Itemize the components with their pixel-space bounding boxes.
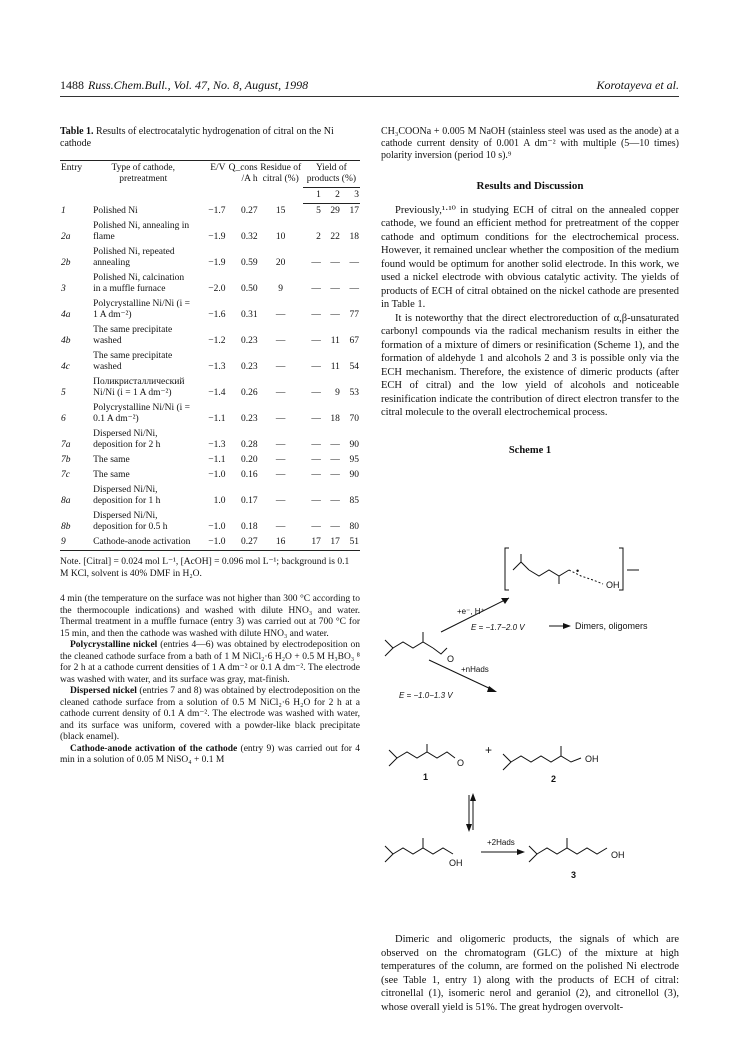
table-row [60,535,360,551]
cell-yield-3: 53 [349,388,359,398]
cell-q: 0.31 [240,310,258,320]
cell-type: Dispersed Ni/Ni, deposition for 2 h [93,429,161,450]
cell-type: Polycrystalline Ni/Ni (i = 0.1 A dm⁻²) [93,403,191,424]
cell-residue: — [275,310,286,320]
cell-yield-2: 18 [330,414,340,424]
cell-residue: — [275,414,286,424]
cell-yield-1: — [311,440,321,450]
citral-structure [385,632,454,664]
cell-yield-1: — [311,470,321,480]
cell-type: Dispersed Ni/Ni, deposition for 1 h [93,485,161,506]
cell-q: 0.18 [240,522,258,532]
cell-type: Polished Ni, annealing in flame [93,221,190,242]
cell-yield-2: 29 [330,206,340,216]
cell-e: −1.9 [208,258,226,268]
table-row [60,427,360,453]
cell-type: Поликристаллический Ni/Ni (i = 1 A dm⁻²) [93,377,185,398]
methods-text [60,594,360,767]
arrow1-potential: E = −1.7−2.0 V [471,623,525,632]
cell-type: Polycrystalline Ni/Ni (i = 1 A dm⁻²) [93,299,191,320]
continued-paragraph: CH₃COONa + 0.005 M NaOH (stainless steel was used as the anode) at a cathode current density of 0.001 A dm⁻² with multiple (5—10 times) polarity inversion (period 10 s).⁹ [381,126,679,161]
page-number: 1488 [60,78,84,92]
cell-type: The same precipitate washed [93,351,173,372]
arrow3-label: +2Hads [487,838,515,847]
cell-q: 0.23 [240,414,258,424]
cell-yield-3: 17 [349,206,359,216]
journal-citation: Russ.Chem.Bull., Vol. 47, No. 8, August, 1998 [88,78,309,92]
cell-e: 1.0 [213,496,226,506]
cell-q: 0.23 [240,336,258,346]
cell-yield-2: — [330,284,340,294]
cell-e: −1.9 [208,232,226,242]
cell-yield-2: — [330,455,340,465]
cell-type: Polished Ni, repeated annealing [93,247,175,268]
cell-e: −1.3 [208,362,226,372]
cell-yield-3: 77 [349,310,359,320]
cell-yield-3: 18 [349,232,359,242]
cell-e: −1.1 [208,414,226,424]
table-row [60,468,360,483]
cell-yield-3: 90 [349,440,359,450]
cell-yield-2: — [330,470,340,480]
cell-type: The same [93,455,130,465]
radical-dot: • [576,566,580,576]
cell-yield-1: — [311,310,321,320]
oh-label: OH [611,850,625,860]
table-label: Table 1. [60,126,94,137]
cell-entry: 7c [61,470,70,480]
cell-type: The same precipitate washed [93,325,173,346]
cell-entry: 2a [61,232,71,242]
geraniol-structure [503,746,599,784]
table-row [60,271,360,297]
cell-residue: 16 [259,535,303,551]
cell-q: 0.26 [240,388,258,398]
col-type: Type of cathode, pretreatment [92,161,194,204]
cell-yield-1: 2 [316,232,321,242]
cell-yield-1: 17 [303,535,322,551]
cell-residue: — [275,388,286,398]
cell-yield-2: — [330,440,340,450]
col-yield-3: 3 [341,188,360,204]
cell-e: −2.0 [208,284,226,294]
cell-yield-2: 17 [322,535,341,551]
cell-residue: — [275,336,286,346]
cell-type: Polished Ni [93,206,138,216]
cell-yield-2: 11 [330,362,340,372]
cell-yield-2: — [330,522,340,532]
o-label: O [447,654,455,664]
table-row [60,453,360,468]
methods-paragraph: Dispersed nickel (entries 7 and 8) was obtained by electrodeposition on the cleaned cathode surface from a solution of 0.5 M NiCl₂·6 H₂O for 2 h at a cathode current density of 0.1 A dm⁻². The electrode was washed with water, and its surface was uniform, covered with a powder-like black precipitate (black enamel). [60,686,361,742]
arrow1-label: +e⁻, H⁺ [457,607,485,616]
compound-3-number: 3 [571,870,577,880]
cell-residue: — [275,362,286,372]
cell-yield-1: — [311,362,321,372]
table-row [60,323,360,349]
cell-residue: — [275,455,286,465]
cell-entry: 6 [61,414,66,424]
methods-paragraph: Cathode-anode activation of the cathode (entry 9) was carried out for 4 min in a solution of 0.05 M NiSO₄ + 0.1 M [60,743,360,765]
o-label: O [457,758,465,768]
cell-e: −1.0 [208,522,226,532]
arrow2-label: +nHads [461,665,489,674]
col-entry: Entry [60,161,92,204]
cell-yield-2: 11 [330,336,340,346]
cell-q: 0.23 [240,362,258,372]
cell-type: The same [93,470,130,480]
cell-yield-3: — [349,258,359,268]
table-row [60,219,360,245]
cell-yield-2: — [330,310,340,320]
cell-e: −1.1 [208,455,226,465]
methods-paragraph: 4 min (the temperature on the surface was not higher than 300 °C according to the thermocouple indications) and washed with dilute HNO₃ and water. Thermal treatment in a muffle furnace (entry 3) was carried out at 700 °C for 15 min, and then the cathode was washed with dilute HNO₃ and water. [60,594,360,639]
cell-q: 0.59 [240,258,258,268]
cell-e: −1.7 [208,206,226,216]
table-row [60,375,360,401]
col-e: E/V [194,161,226,204]
methods-paragraph: Polycrystalline nickel (entries 4—6) was obtained by electrodeposition on the cleaned cathode surface from a bath of 1 M NiCl₂·6 H₂O + 0.5 M H₃BO₃ ⁸ for 2 h at a cathode current densities of 1 A dm⁻² or 0.1 A dm⁻². The electrode was washed with water, and its surface was gray, mat-finish. [60,640,360,685]
cell-yield-1: — [311,414,321,424]
table-row [60,297,360,323]
arrow2-potential: E = −1.0−1.3 V [399,691,453,700]
citronellal-structure [389,744,464,782]
col-yield-1: 1 [303,188,322,204]
cell-yield-2: 22 [330,232,340,242]
cell-q: 0.17 [240,496,258,506]
cell-yield-1: 5 [316,206,321,216]
cell-type: Dispersed Ni/Ni, deposition for 0.5 h [93,511,168,532]
enol-structure [385,838,463,868]
cell-q: 0.16 [240,470,258,480]
table-row [60,245,360,271]
cell-entry: 7b [61,455,71,465]
cell-residue: 10 [275,232,286,242]
cell-type: Polished Ni, calcination in a muffle furnace [93,273,185,294]
cell-entry: 8b [61,522,71,532]
cell-yield-3: 80 [349,522,359,532]
col-q: Q_cons /A h [227,161,259,204]
cell-e: −1.3 [208,440,226,450]
col-yield-2: 2 [322,188,341,204]
cell-entry: 2b [61,258,71,268]
cell-yield-3: 85 [349,496,359,506]
citronellol-structure [529,838,625,880]
table-row [60,509,360,535]
cell-q: 0.50 [240,284,258,294]
cell-residue: 20 [275,258,286,268]
cell-e: −1.0 [208,470,226,480]
cell-yield-2: 9 [335,388,340,398]
cell-entry: 4b [61,336,71,346]
cell-e: −1.6 [208,310,226,320]
cell-yield-1: — [311,388,321,398]
oh-label: OH [449,858,463,868]
cell-e: −1.0 [194,535,226,551]
running-header [60,76,679,97]
cell-entry: 7a [61,440,71,450]
cell-q: 0.27 [227,535,259,551]
section-heading: Results and Discussion [476,180,584,192]
body-paragraph: Dimeric and oligomeric products, the signals of which are observed on the chromatogram (GLC) of the mixture at high temperatures of the column, are formed on the polished Ni electrode (see Table 1, entry 1) along with the products of ECH of citral: citronellal (1), isomeric nerol and geraniol (2), and citronellol (3), whose overall yield is 51%. The great hydrogen overvolt- [381,934,679,1013]
cell-yield-1: — [311,336,321,346]
cell-yield-1: — [311,284,321,294]
authors: Korotayeva et al. [596,78,679,92]
cell-yield-1: — [311,496,321,506]
scheme-title: Scheme 1 [508,444,552,456]
cell-yield-3: 51 [341,535,360,551]
table-caption [60,126,360,150]
cell-e: −1.4 [208,388,226,398]
cell-yield-1: — [311,258,321,268]
cell-entry: 4a [61,310,71,320]
cell-yield-3: 67 [349,336,359,346]
reaction-scheme [381,540,679,920]
cell-yield-1: — [311,455,321,465]
table-row [60,349,360,375]
cell-yield-3: 90 [349,470,359,480]
col-residue: Residue of citral (%) [259,161,303,204]
right-column [381,126,679,457]
cell-entry: 9 [60,535,92,551]
body-paragraph: It is noteworthy that the direct electroreduction of α,β-unsaturated carbonyl compounds via the radical mechanism results in either the formation of a mixture of dimers or resinification (Scheme 1), and the formation of aldehyde 1 and alcohols 2 and 3 is possible only via the ECH mechanism. Therefore, the existence of dimeric products (after ECH of citral) and the low yield of alcohols and noticeable resinification indicate the contribution of direct electron transfer to the citral molecule to the overall electrochemical process. [381,312,679,418]
cell-residue: — [275,440,286,450]
radical-intermediate [505,548,639,590]
cell-q: 0.28 [240,440,258,450]
cell-type: Cathode-anode activation [92,535,194,551]
results-table [60,160,360,551]
cell-e: −1.2 [208,336,226,346]
oh-label: OH [585,754,599,764]
plus-sign: + [485,743,493,757]
table-caption-text: Results of electrocatalytic hydrogenation of citral on the Ni cathode [60,126,334,149]
cell-yield-2: — [330,496,340,506]
cell-residue: — [275,496,286,506]
body-paragraph: Previously,¹·¹⁰ in studying ECH of citral on the annealed copper cathode, we found an efficient method for pretreatment of the copper cathode and optimum conditions for the electrochemical process. However, it remained unclear whether the composition of the medium found would be optimum for another solid electrode. In this work, we used a nickel electrode with obvious catalytic activity. The yields of products of ECH of citral obtained on the nickel cathode are presented in Table 1. [381,204,679,310]
cell-entry: 8a [61,496,71,506]
table-row [60,401,360,427]
table-note: Note. [Citral] = 0.024 mol L⁻¹, [AcOH] = 0.096 mol L⁻¹; background is 0.1 M KCl, solvent is 40% DMF in H₂O. [60,557,350,579]
cell-entry: 4c [61,362,70,372]
cell-residue: — [275,522,286,532]
cell-entry: 3 [61,284,66,294]
cell-yield-1: — [311,522,321,532]
cell-q: 0.20 [240,455,258,465]
cell-entry: 5 [61,388,66,398]
cell-yield-3: 95 [349,455,359,465]
cell-residue: — [275,470,286,480]
oh-label: OH [606,580,620,590]
cell-q: 0.32 [240,232,258,242]
cell-yield-3: 54 [349,362,359,372]
cell-yield-3: — [349,284,359,294]
cell-yield-2: — [330,258,340,268]
cell-residue: 15 [275,206,286,216]
left-column [60,126,360,767]
cell-yield-3: 70 [349,414,359,424]
cell-entry: 1 [61,206,66,216]
dimers-label: Dimers, oligomers [575,621,648,631]
compound-1-number: 1 [423,772,429,782]
table-row [60,204,360,220]
compound-2-number: 2 [551,774,557,784]
cell-residue: 9 [278,284,284,294]
right-bottom-text [381,933,679,1014]
col-yield: Yield of products (%) [303,161,360,188]
cell-q: 0.27 [240,206,258,216]
table-row [60,483,360,509]
